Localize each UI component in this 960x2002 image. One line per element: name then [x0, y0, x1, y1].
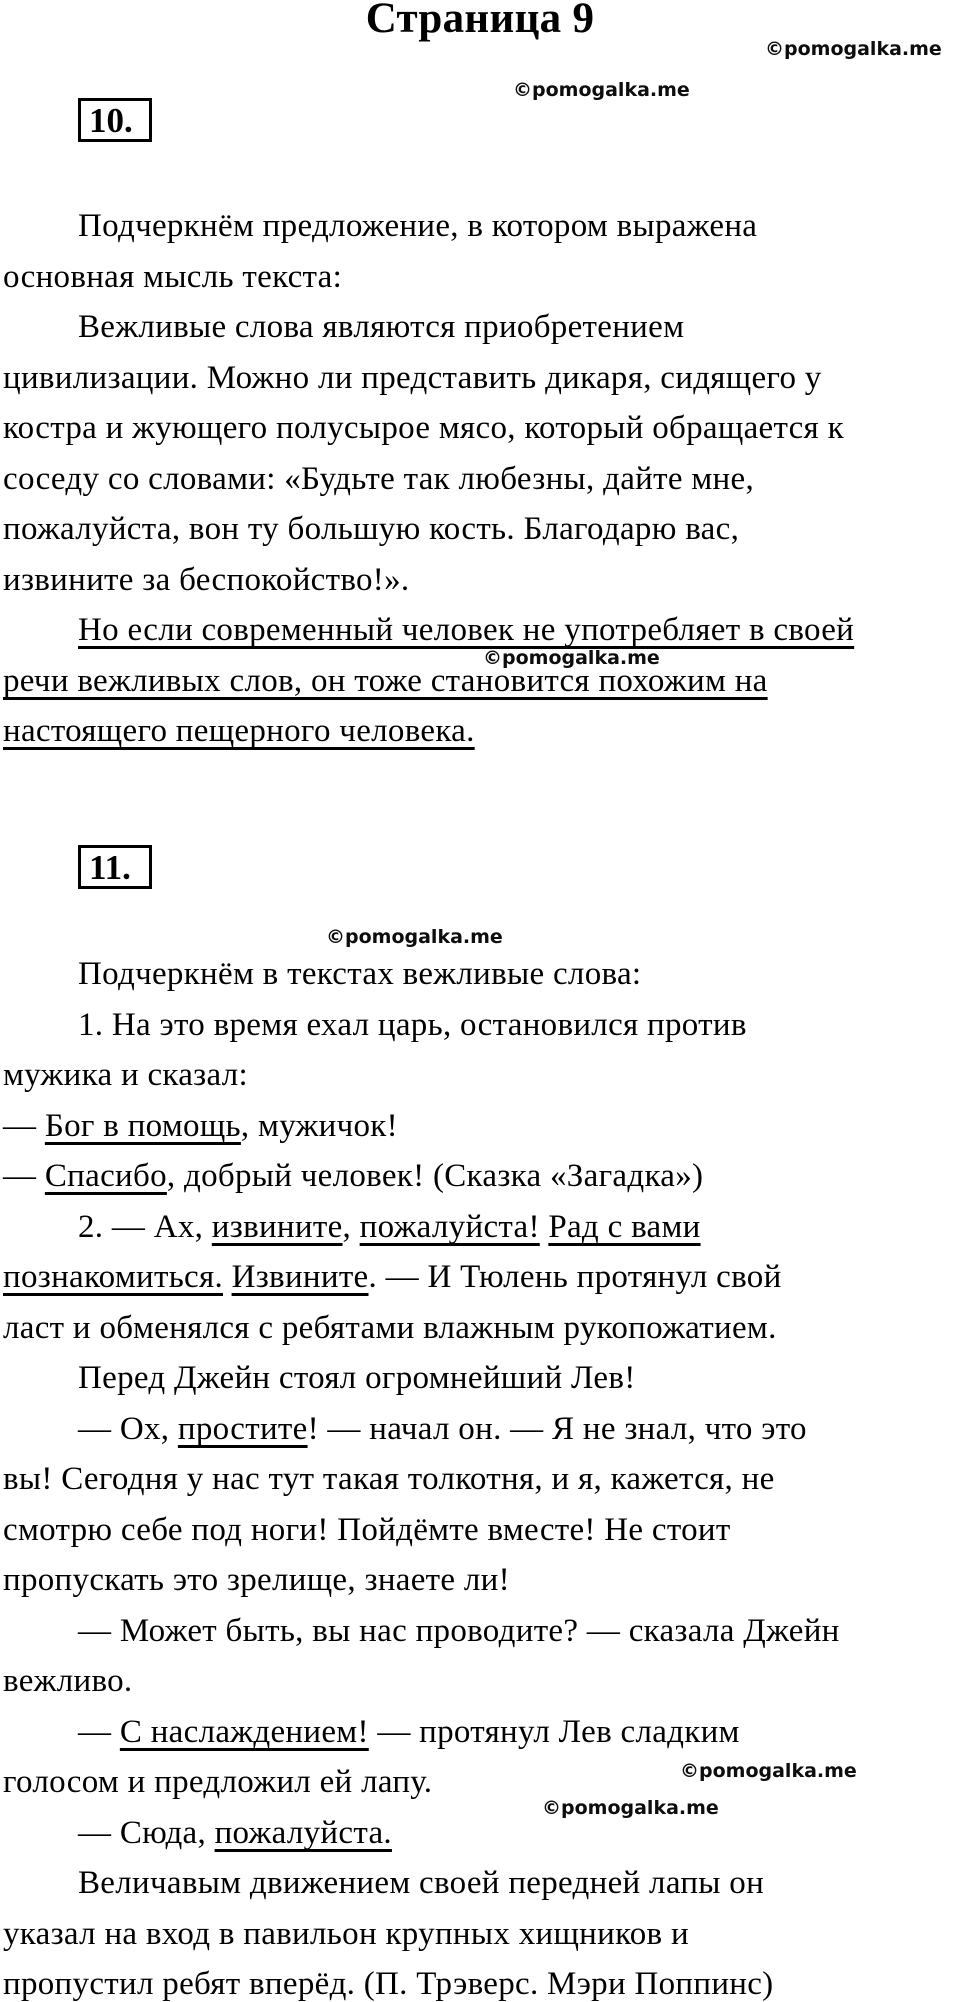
text: основная мысль текста: [3, 258, 343, 295]
text: 1. На это время ехал царь, остановился против [78, 1006, 747, 1043]
text-line [3, 1454, 957, 1505]
underlined-text: Но если современный человек не употребляет в своей [78, 612, 855, 648]
text: — Может быть, вы нас проводите? — сказала Джейн [78, 1612, 840, 1649]
text: ! — начал он. — Я не знал, что это [307, 1410, 807, 1447]
text: пропустил ребят вперёд. (П. Трэверс. Мэри Поппинс) [3, 1966, 774, 2002]
underlined-text: пожалуйста! [359, 1208, 540, 1245]
text: костра и жующего полусырое мясо, который обращается к [3, 410, 844, 446]
text-line [3, 1404, 957, 1455]
text: Перед Джейн стоял огромнейший Лев! [78, 1360, 636, 1396]
text-line [3, 1353, 957, 1404]
underlined-text: настоящего пещерного человека. [3, 713, 475, 749]
text: пропускать это зрелище, знаете ли! [3, 1562, 510, 1598]
text-line [3, 1858, 957, 1909]
watermark: ©pomogalka.me [513, 79, 690, 101]
watermark: ©pomogalka.me [542, 1797, 719, 1819]
text-line [3, 1101, 957, 1152]
underlined-text: речи вежливых слов, он тоже становится похожим на [3, 662, 768, 699]
watermark: ©pomogalka.me [483, 647, 660, 669]
text: 2. — Ах, [78, 1208, 212, 1245]
text-line [3, 1909, 957, 1960]
text: , [342, 1208, 360, 1245]
watermark: ©pomogalka.me [680, 1760, 857, 1782]
underlined-text: пожалуйста. [214, 1814, 392, 1851]
text-line [3, 555, 957, 606]
text: , добрый человек! (Сказка «Загадка») [166, 1158, 704, 1194]
task-10-text [3, 201, 957, 757]
task-11-number: 11. [89, 848, 131, 887]
text-line [3, 504, 957, 555]
text: голосом и предложил ей лапу. [3, 1764, 433, 1800]
text-line [3, 1151, 957, 1202]
text-line [3, 1959, 957, 2002]
text: — Ох, [78, 1410, 178, 1447]
text: вежливо. [3, 1663, 133, 1699]
text: смотрю себе под ноги! Пойдёмте вместе! Не стоит [3, 1511, 731, 1548]
underlined-text: познакомиться. [3, 1259, 224, 1295]
text-line [3, 656, 957, 707]
text-line [3, 353, 957, 404]
text: соседу со словами: «Будьте так любезны, дайте мне, [3, 460, 754, 497]
text: Подчеркнём предложение, в котором выражена [78, 208, 758, 244]
text: Величавым движением своей передней лапы он [78, 1865, 765, 1901]
text: цивилизации. Можно ли представить дикаря, сидящего у [3, 359, 822, 396]
text-line [3, 1707, 957, 1758]
text-line [3, 949, 957, 1000]
text: указал на вход в павильон крупных хищников и [3, 1915, 689, 1952]
text: Подчеркнём в текстах вежливые слова: [78, 956, 642, 992]
text-line [3, 605, 957, 656]
text: извините за беспокойство!». [3, 561, 410, 598]
text-line [3, 1656, 957, 1707]
underlined-text: простите [177, 1410, 308, 1447]
text-line [3, 1808, 957, 1859]
watermark: ©pomogalka.me [326, 926, 503, 948]
text-line [3, 201, 957, 252]
text-line [3, 1050, 957, 1101]
text: ласт и обменялся с ребятами влажным рукопожатием. [3, 1309, 777, 1346]
text-line [3, 1252, 957, 1303]
underlined-text: Спасибо [44, 1158, 167, 1194]
text-line [3, 1757, 957, 1808]
text-line [3, 403, 957, 454]
task-11-number-box [78, 845, 152, 889]
text: — Сюда, [78, 1814, 215, 1851]
text-line [3, 1606, 957, 1657]
text-line [3, 454, 957, 505]
text: мужика и сказал: [3, 1057, 248, 1093]
underlined-text: Рад с вами [548, 1208, 701, 1245]
text-line [3, 706, 957, 757]
text: , мужичок! [240, 1107, 398, 1144]
text: . — И Тюлень протянул свой [368, 1259, 782, 1295]
task-11-text [3, 949, 957, 2002]
text-line [3, 1202, 957, 1253]
watermark: ©pomogalka.me [765, 38, 942, 60]
text: — протянул Лев сладким [368, 1713, 740, 1750]
text: Вежливые слова являются приобретением [78, 309, 685, 345]
underlined-text: С наслаждением! [119, 1713, 369, 1750]
underlined-text: Бог в помощь [44, 1107, 241, 1144]
text: — [3, 1107, 45, 1144]
text-line [3, 1303, 957, 1354]
page-title: Страница 9 [365, 0, 595, 42]
text: — [3, 1158, 45, 1194]
text: вы! Сегодня у нас тут такая толкотня, и я, кажется, не [3, 1461, 775, 1497]
underlined-text: извините [211, 1208, 343, 1245]
text-line [3, 1000, 957, 1051]
text [223, 1259, 232, 1295]
text-line [3, 1555, 957, 1606]
text-line [3, 302, 957, 353]
task-10-number: 10. [89, 101, 133, 140]
underlined-text: Извините [231, 1259, 369, 1295]
text-line [3, 252, 957, 303]
text-line [3, 1505, 957, 1556]
text: пожалуйста, вон ту большую кость. Благодарю вас, [3, 511, 740, 547]
task-10-number-box [78, 98, 152, 142]
text: — [78, 1713, 120, 1750]
